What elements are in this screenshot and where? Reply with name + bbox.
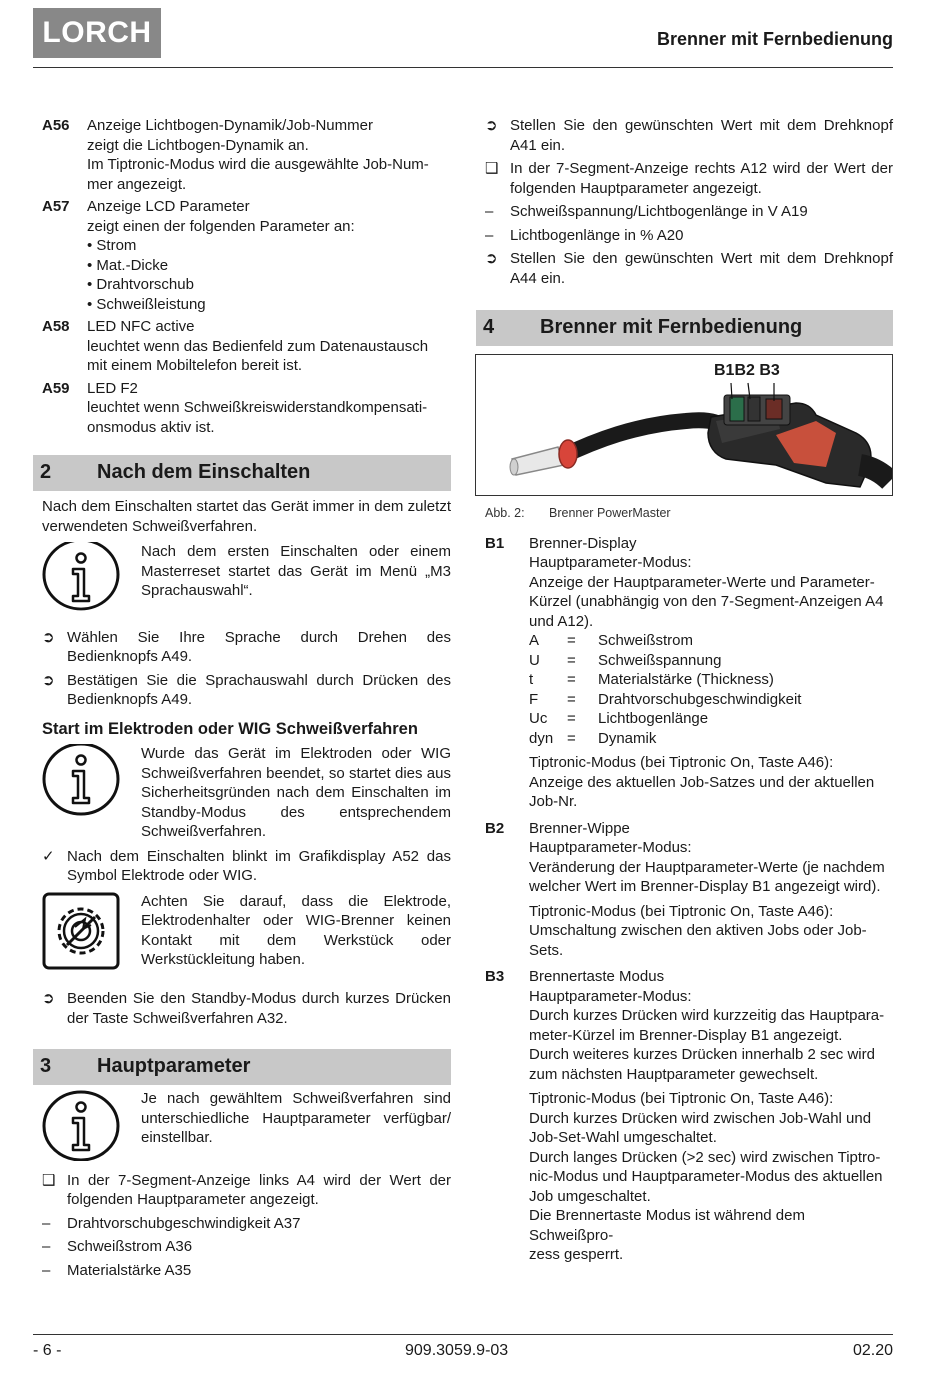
def-line: zeigt einen der folgenden Parameter an: (87, 217, 355, 235)
info-note-text: Nach dem ersten Einschalten oder einem Masterreset startet das Gerät im Menü „M3 Sprachauswahl“. (141, 543, 451, 599)
def-line: Anzeige des aktuellen Job-Satzes und der aktuellen (529, 773, 875, 791)
dash-item (42, 1214, 451, 1234)
warning-note (42, 892, 451, 976)
def-line: Veränderung der Hauptparameter-Werte (je nachdem (529, 858, 885, 876)
abbr-eq: = (567, 671, 576, 688)
dash-text: Materialstärke A35 (67, 1261, 192, 1279)
result-text: Nach dem Einschalten blinkt im Grafikdisplay A52 das Symbol Elektrode oder WIG. (67, 847, 451, 884)
subheading: Start im Elektroden oder WIG Schweißverfahren (42, 719, 418, 738)
def-a56 (42, 116, 451, 194)
section-title: Nach dem Einschalten (97, 461, 311, 484)
dash-item (42, 1237, 451, 1257)
section-title: Hauptparameter (97, 1055, 251, 1078)
def-text (87, 197, 451, 314)
def-line: welcher Wert im Brenner-Display B1 angezeigt wird). (529, 878, 881, 895)
def-line: zeigt die Lichtbogen-Dynamik an. (87, 136, 309, 154)
def-line: Brennertaste Modus (529, 968, 665, 985)
def-text (87, 317, 451, 376)
instruction-text: Beenden Sie den Standby-Modus durch kurzes Drücken der Taste Schweißverfahren A32. (67, 990, 451, 1027)
dash-icon: – (485, 203, 494, 220)
def-text (529, 819, 893, 961)
def-key: A56 (42, 117, 70, 134)
def-line: mer angezeigt. (87, 175, 187, 193)
section-number: 2 (40, 461, 52, 484)
def-line: • Strom (87, 237, 137, 254)
abbr-eq: = (567, 710, 576, 727)
def-line: Durch langes Drücken (>2 sec) wird zwischen Tiptro- (529, 1148, 881, 1166)
def-line: Die Brennertaste Modus ist während dem Schweißpro- (529, 1207, 805, 1244)
instruction-step (42, 989, 451, 1028)
info-note (42, 1089, 451, 1167)
intro-paragraph: Nach dem Einschalten startet das Gerät immer in dem zuletzt verwendeten Schweißverfahren. (42, 498, 451, 535)
abbr-key: dyn (529, 729, 554, 747)
arrow-icon: ➲ (42, 671, 55, 689)
dash-icon: – (42, 1238, 51, 1255)
info-icon (42, 542, 141, 618)
instruction-step (42, 671, 451, 710)
brand-logo: LORCH (33, 8, 161, 58)
def-line: Sets. (529, 941, 564, 959)
def-b3 (485, 967, 893, 1265)
def-line: • Schweißleistung (87, 295, 206, 313)
checkbox-icon: ❑ (485, 160, 499, 177)
abbr-row (529, 631, 893, 651)
def-line: Durch weiteres kurzes Drücken innerhalb 2 sec wird (529, 1046, 875, 1063)
arrow-icon: ➲ (42, 990, 55, 1007)
figure-caption-text: Brenner PowerMaster (549, 506, 671, 520)
dash-text: Drahtvorschubgeschwindigkeit A37 (67, 1214, 301, 1232)
gear-hazard-icon (42, 892, 141, 976)
def-line: Hauptparameter-Modus: (529, 839, 692, 856)
arrow-icon: ➲ (485, 250, 498, 267)
dash-text: Schweißstrom A36 (67, 1238, 193, 1255)
def-key: B3 (485, 968, 505, 985)
def-line: zess gesperrt. (529, 1246, 624, 1263)
def-key: B2 (485, 819, 505, 837)
document-date: 02.20 (852, 1342, 893, 1359)
torch-figure (475, 354, 893, 496)
def-line: Tiptronic-Modus (bei Tiptronic On, Taste A46): (529, 754, 834, 771)
section-number: 3 (40, 1055, 52, 1078)
def-line: Tiptronic-Modus (bei Tiptronic On, Taste A46): (529, 902, 834, 920)
abbr-eq: = (567, 632, 576, 649)
def-a57 (42, 197, 451, 314)
dash-item (485, 202, 893, 222)
abbr-text: Schweißspannung (598, 651, 722, 669)
def-line: Hauptparameter-Modus: (529, 554, 692, 571)
def-a59 (42, 379, 451, 438)
def-text (529, 967, 893, 1265)
section-number: 4 (483, 316, 495, 339)
abbr-row (529, 651, 893, 671)
def-line: zum nächsten Hauptparameter gewechselt. (529, 1065, 819, 1083)
checkbox-text: In der 7-Segment-Anzeige rechts A12 wird der Wert der folgenden Hauptparameter angezeigt. (510, 160, 893, 197)
abbr-text: Drahtvorschubgeschwindigkeit (598, 690, 802, 708)
def-line: onsmodus aktiv ist. (87, 418, 215, 436)
abbr-key: A (529, 632, 540, 649)
figure-callout-labels: B1B2 B3 (714, 362, 780, 379)
dash-text: Lichtbogenlänge in % A20 (510, 226, 684, 244)
instruction-text: Bestätigen Sie die Sprachauswahl durch Drücken des Bedienknopfs A49. (67, 671, 451, 708)
def-key: A57 (42, 198, 70, 215)
abbr-row (529, 670, 893, 690)
def-line: Job umgeschaltet. (529, 1187, 651, 1205)
right-column (485, 116, 893, 1265)
def-key: B1 (485, 534, 505, 552)
def-line: nic-Modus und Hauptparameter-Modus des aktuellen (529, 1168, 883, 1185)
checkbox-icon: ❑ (42, 1171, 56, 1189)
instruction-text: Stellen Sie den gewünschten Wert mit dem Drehknopf A41 ein. (510, 117, 893, 154)
abbr-key: t (529, 671, 534, 688)
def-line: leuchtet wenn das Bedienfeld zum Datenaustausch (87, 337, 429, 355)
info-icon (42, 744, 141, 842)
warning-text: Achten Sie darauf, dass die Elektrode, Elektrodenhalter oder WIG-Brenner keinen Kontakt mit dem Werkstück oder Werkstückleitung haben. (141, 892, 451, 968)
def-line: Anzeige der Hauptparameter-Werte und Parameter- (529, 573, 875, 591)
def-line: mit einem Mobiltelefon bereit ist. (87, 357, 303, 374)
welding-torch-illustration (476, 355, 892, 494)
left-column (42, 116, 451, 1280)
checkmark-icon: ✓ (42, 847, 55, 865)
checkbox-item (485, 159, 893, 198)
dash-item (485, 226, 893, 246)
abbr-text: Lichtbogenlänge (598, 710, 709, 727)
dash-text: Schweißspannung/Lichtbogenlänge in V A19 (510, 203, 808, 220)
def-line: Anzeige Lichtbogen-Dynamik/Job-Nummer (87, 117, 373, 134)
def-line: Durch kurzes Drücken wird zwischen Job-Wahl und (529, 1109, 872, 1127)
def-a58 (42, 317, 451, 376)
page-number: - 6 - (33, 1342, 62, 1359)
dash-icon: – (485, 226, 494, 244)
abbr-key: U (529, 651, 540, 669)
abbr-text: Dynamik (598, 729, 657, 747)
section-heading-4 (476, 310, 893, 346)
dash-icon: – (42, 1214, 51, 1232)
info-note (42, 744, 451, 842)
header-title: Brenner mit Fernbedienung (656, 29, 893, 49)
checkbox-item (42, 1171, 451, 1210)
instruction-step (485, 116, 893, 155)
def-line: leuchtet wenn Schweißkreiswiderstandkompensati- (87, 399, 428, 416)
figure-number: Abb. 2: (485, 506, 525, 520)
abbr-row (529, 709, 893, 729)
instruction-step (485, 249, 893, 288)
def-key: A58 (42, 318, 70, 335)
info-note (42, 542, 451, 618)
def-b2 (485, 819, 893, 961)
section-title: Brenner mit Fernbedienung (540, 316, 803, 339)
def-line: Im Tiptronic-Modus wird die ausgewählte Job-Num- (87, 156, 429, 173)
instruction-text: Stellen Sie den gewünschten Wert mit dem Drehknopf A44 ein. (510, 250, 893, 287)
def-text (529, 534, 893, 812)
def-line: • Mat.-Dicke (87, 256, 169, 274)
abbr-row (529, 690, 893, 710)
def-key: A59 (42, 379, 70, 397)
footer-divider (33, 1334, 893, 1335)
def-line: Anzeige LCD Parameter (87, 198, 250, 215)
info-note-text: Je nach gewähltem Schweißverfahren sind unterschiedliche Hauptparameter verfügbar/ einstellbar. (141, 1090, 451, 1146)
section-heading-2 (33, 455, 451, 491)
def-line: Job-Set-Wahl umgeschaltet. (529, 1129, 717, 1146)
instruction-text: Wählen Sie Ihre Sprache durch Drehen des Bedienknopfs A49. (67, 628, 451, 665)
abbr-text: Materialstärke (Thickness) (598, 671, 774, 688)
dash-item (42, 1261, 451, 1281)
abbr-eq: = (567, 729, 576, 747)
result-step (42, 847, 451, 886)
section-heading-3 (33, 1049, 451, 1085)
abbr-key: F (529, 690, 539, 708)
figure-caption (485, 504, 893, 524)
dash-icon: – (42, 1261, 51, 1279)
abbr-eq: = (567, 651, 576, 669)
abbr-row (529, 729, 893, 749)
def-line: Umschaltung zwischen den aktiven Jobs oder Job- (529, 922, 867, 939)
def-line: Brenner-Display (529, 534, 637, 552)
instruction-step (42, 628, 451, 667)
definition-list (42, 116, 451, 437)
arrow-icon: ➲ (42, 628, 55, 646)
def-line: LED F2 (87, 379, 138, 397)
abbr-eq: = (567, 690, 576, 708)
def-line: Brenner-Wippe (529, 819, 630, 837)
header-divider (33, 67, 893, 68)
def-line: meter-Kürzel im Brenner-Display B1 angezeigt. (529, 1026, 843, 1044)
info-icon (42, 1089, 141, 1167)
document-number: 909.3059.9-03 (405, 1342, 509, 1359)
def-line: Job-Nr. (529, 793, 578, 810)
arrow-icon: ➲ (485, 117, 498, 134)
def-line: Kürzel (unabhängig von den 7-Segment-Anzeigen A4 (529, 593, 884, 610)
def-text (87, 116, 451, 194)
def-line: Tiptronic-Modus (bei Tiptronic On, Taste A46): (529, 1090, 834, 1107)
info-note-text: Wurde das Gerät im Elektroden oder WIG Schweißverfahren beendet, so startet dies aus Sicherheitsgründen nach dem Einschalten im Standby-Modus des entsprechendem Schweißverfahren. (141, 745, 451, 840)
def-line: LED NFC active (87, 318, 195, 335)
def-line: Durch kurzes Drücken wird kurzzeitig das Hauptpara- (529, 1007, 885, 1024)
abbr-key: Uc (529, 710, 548, 727)
def-line: Hauptparameter-Modus: (529, 987, 692, 1005)
def-text (87, 379, 451, 438)
abbr-text: Schweißstrom (598, 632, 694, 649)
def-b1 (485, 534, 893, 812)
def-line: und A12). (529, 612, 594, 630)
def-line: • Drahtvorschub (87, 276, 194, 293)
checkbox-text: In der 7-Segment-Anzeige links A4 wird der Wert der folgenden Hauptparameter angezeigt. (67, 1171, 451, 1208)
